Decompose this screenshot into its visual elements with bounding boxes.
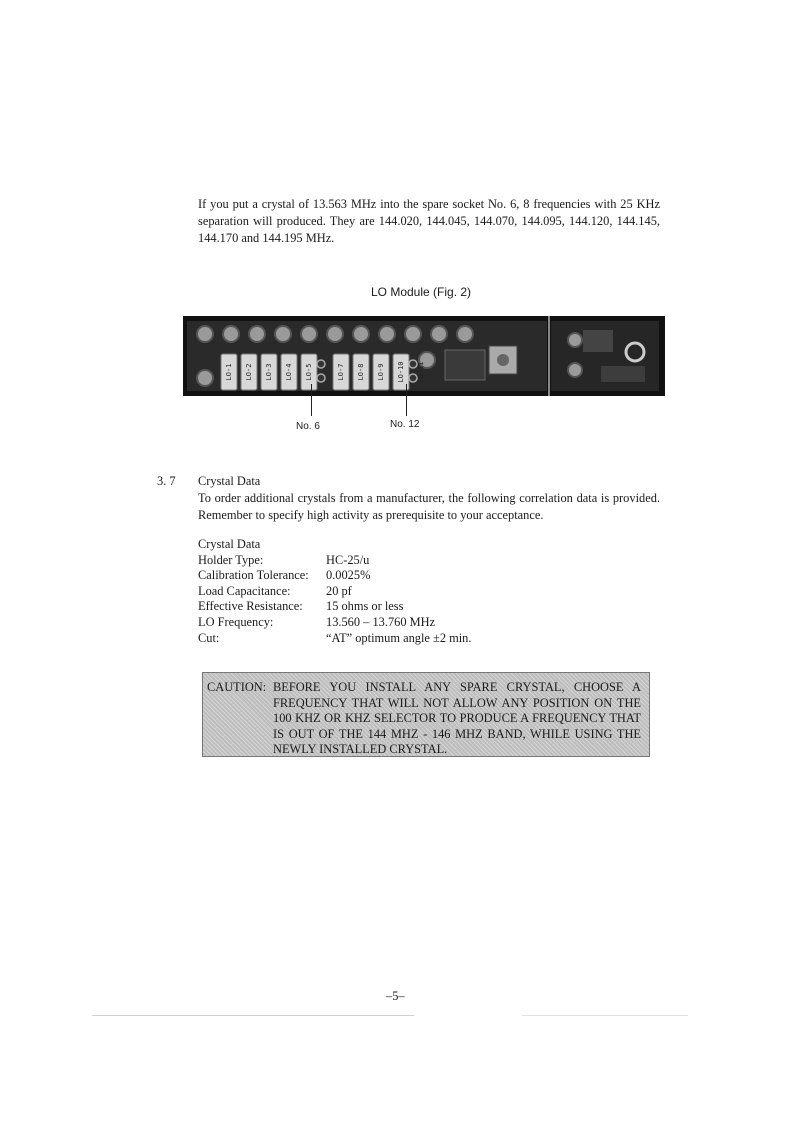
spec-row-load-capacitance (198, 584, 471, 600)
page-number: –5– (386, 989, 405, 1003)
spec-key: Effective Resistance: (198, 599, 303, 614)
spec-row-lo-frequency (198, 615, 471, 631)
spec-key: Calibration Tolerance: (198, 568, 309, 583)
figure-caption: LO Module (Fig. 2) (371, 285, 472, 299)
caution-label: CAUTION: (207, 680, 267, 694)
spec-value: 0.0025% (326, 568, 371, 583)
spec-value: 20 pf (326, 583, 352, 598)
footer-rule-left (92, 1015, 414, 1016)
crystal-label: LO-9 (377, 363, 385, 381)
spec-key: LO Frequency: (198, 614, 274, 629)
callout-label-no6: No. 6 (296, 421, 320, 432)
crystal-label: LO-5 (305, 363, 313, 381)
callout-label-no12: No. 12 (390, 419, 420, 430)
lo-module-photo (183, 316, 665, 396)
callout-leader-no6 (311, 384, 312, 416)
spec-value: 13.560 – 13.760 MHz (326, 614, 436, 629)
callout-leader-no12 (406, 384, 407, 416)
crystal-label: LO-1 (225, 363, 233, 381)
caution-box (202, 672, 650, 757)
spec-row-effective-resistance (198, 599, 471, 615)
footer-rule-right (522, 1015, 688, 1016)
spec-value: “AT” optimum angle ±2 min. (326, 630, 472, 645)
spec-value: HC-25/u (326, 552, 370, 567)
spec-key: Load Capacitance: (198, 583, 291, 598)
crystal-label: LO-4 (285, 363, 293, 381)
crystal-label: LO-2 (245, 363, 253, 381)
crystal-spec-table (198, 537, 471, 646)
spec-key: Holder Type: (198, 552, 264, 567)
caution-text: BEFORE YOU INSTALL ANY SPARE CRYSTAL, CHOOSE A FREQUENCY THAT WILL NOT ALLOW ANY POSITION ON THE 100 KHZ OR KHZ SELECTOR TO PRODUCE A FREQUENCY THAT IS OUT OF THE 144 MHZ - 146 MHZ BAND, WHILE USING THE NEWLY INSTALLED CRYSTAL. (273, 680, 641, 757)
crystal-label: LO-11 (417, 361, 425, 383)
crystal-label: LO-3 (265, 363, 273, 381)
spec-table-heading: Crystal Data (198, 537, 261, 551)
spec-row-calibration-tolerance (198, 568, 471, 584)
section-title: Crystal Data (198, 474, 261, 488)
crystal-label: LO-10 (397, 361, 405, 383)
section-number: 3. 7 (157, 474, 176, 488)
intro-paragraph: If you put a crystal of 13.563 MHz into the spare socket No. 6, 8 frequencies with 25 KHz separation will produced. They are 144.020, 144.045, 144.070, 144.095, 144.120, 144.145, 144.170 and 144.195 MHz. (198, 197, 660, 245)
spec-row-cut (198, 631, 471, 647)
crystal-label: LO-7 (337, 363, 345, 381)
spec-row-holder-type (198, 553, 471, 569)
section-body: To order additional crystals from a manufacturer, the following correlation data is provided. Remember to specify high activity as prerequisite to your acceptance. (198, 491, 660, 522)
spec-value: 15 ohms or less (326, 599, 404, 614)
crystal-label: LO-8 (357, 363, 365, 381)
spec-key: Cut: (198, 630, 220, 645)
